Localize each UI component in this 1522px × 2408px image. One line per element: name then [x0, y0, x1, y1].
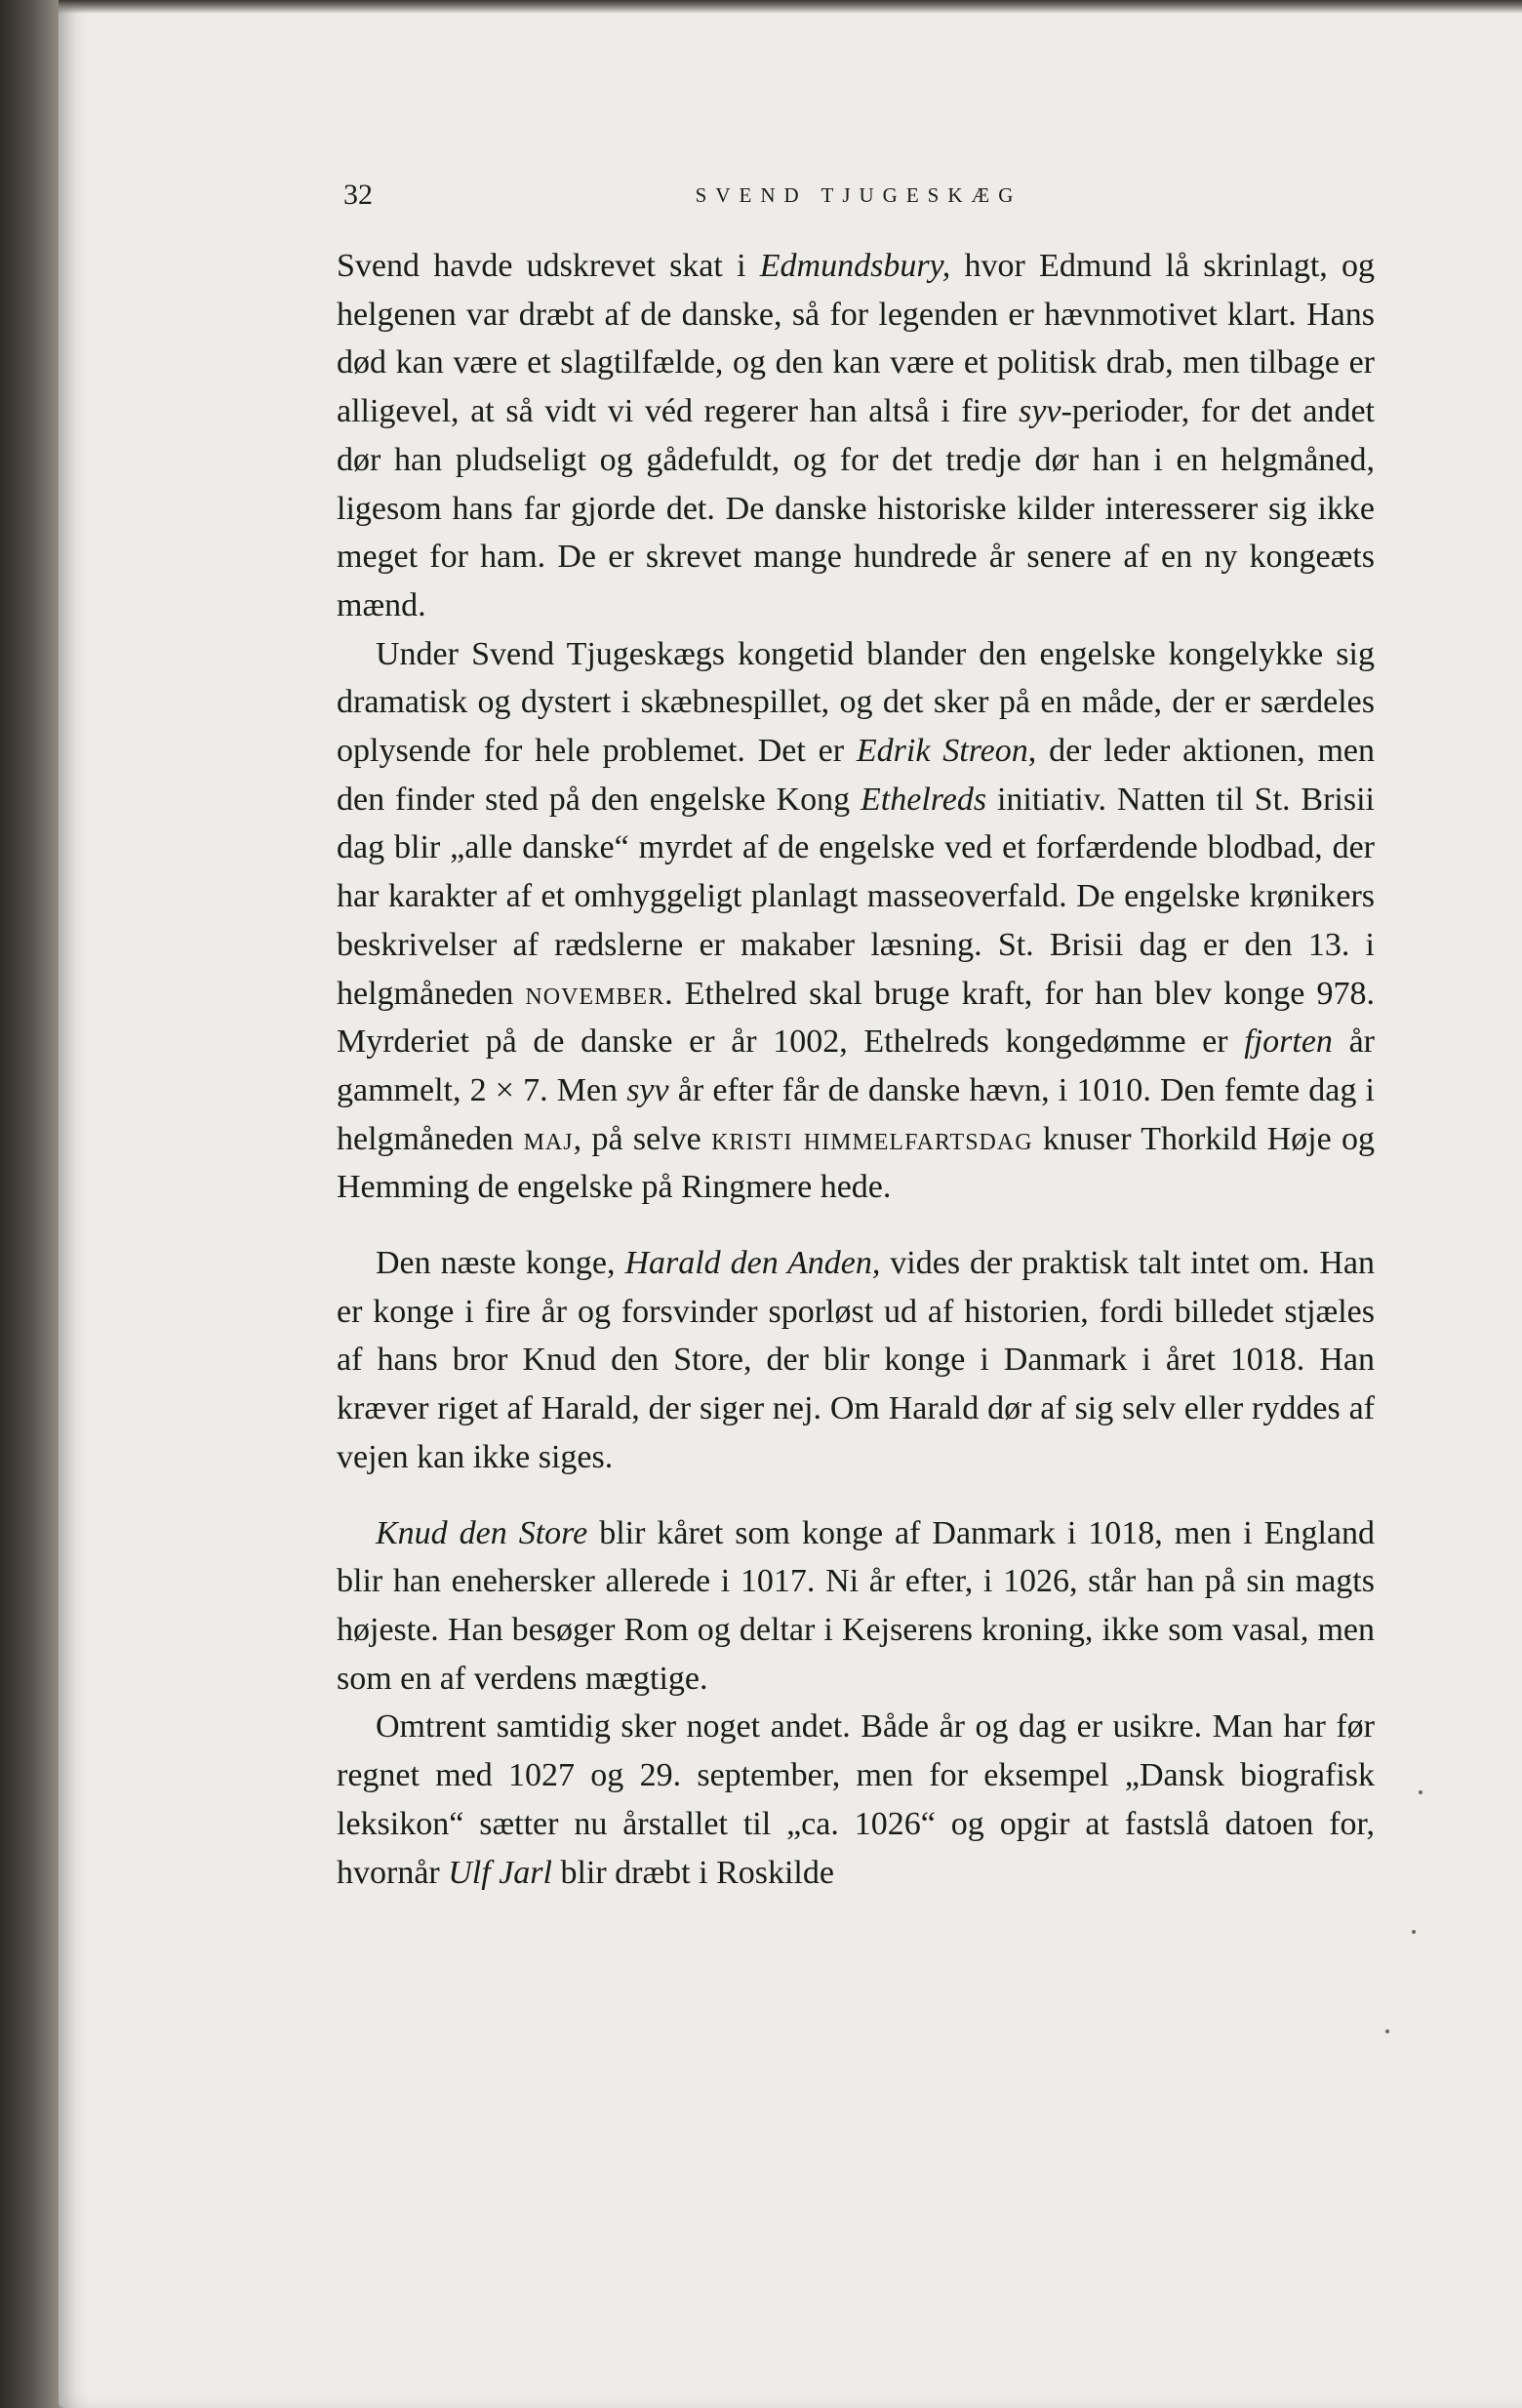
page-number: 32: [343, 179, 373, 211]
paragraph: [337, 242, 1375, 630]
paragraph: [337, 1703, 1375, 1897]
text-run: hvor Edmund lå skrinlagt, og helgenen var dræbt af de danske, så for legenden er hævnmotivet klart. Hans død kan være et slagtilfælde, og den kan være et politisk drab, men tilbage er alligevel, at så vidt vi véd regerer han altså i fire: [337, 248, 1376, 430]
paragraph: [337, 1509, 1375, 1704]
running-head: SVEND TJUGESKÆG: [695, 183, 1022, 207]
italic-text: fjorten: [1244, 1023, 1333, 1061]
text-run: der leder aktionen, men den finder sted på den engelske Kong: [337, 733, 1376, 818]
text-run: initiativ. Natten til St. Brisii dag blir „alle danske“ myrdet af de engelske ved et forfærdende blodbad, der har karakter af et omhyggeligt planlagt masseoverfald. De engelske krønikers beskrivelser af rædslerne er makaber læsning. St. Brisii dag er den 13. i helgmåneden: [337, 781, 1376, 1012]
small-caps-text: kristi himmelfartsdag: [711, 1120, 1033, 1157]
text-run: år gammelt, 2 × 7. Men: [337, 1023, 1375, 1108]
italic-text: Edrik Streon,: [856, 733, 1037, 770]
italic-text: Edmundsbury,: [759, 248, 951, 284]
italic-text: Knud den Store: [376, 1514, 588, 1551]
italic-text: syv: [1019, 393, 1061, 430]
text-run: Svend havde udskrevet skat i: [337, 248, 760, 284]
text-run: knuser Thorkild Høje og Hemming de engelske på Ringmere hede.: [337, 1120, 1375, 1206]
paper-speck: [1385, 2029, 1389, 2033]
page-top-shadow: [59, 0, 1522, 14]
italic-text: Harald den Anden,: [624, 1245, 881, 1282]
small-caps-text: november: [525, 975, 665, 1012]
italic-text: Ethelreds: [861, 781, 987, 818]
page-header: [343, 176, 1374, 215]
paragraph: [337, 630, 1375, 1212]
body-text: [337, 242, 1375, 1897]
text-run: år efter får de danske hævn, i 1010. Den femte dag i helgmåneden: [337, 1071, 1375, 1157]
paper-speck: [1412, 1930, 1416, 1934]
small-caps-text: maj: [523, 1120, 574, 1157]
paper-speck: [1419, 1790, 1422, 1794]
italic-text: syv: [626, 1071, 669, 1108]
text-run: , på selve: [573, 1120, 712, 1157]
text-run: blir dræbt i Roskilde: [551, 1854, 834, 1891]
text-run: . Ethelred skal bruge kraft, for han blev konge 978. Myrderiet på de danske er år 1002, Ethelreds kongedømme er: [337, 975, 1375, 1061]
text-run: blir kåret som konge af Danmark i 1018, men i England blir han enehersker allerede i 1017. Ni år efter, i 1026, står han på sin magts højeste. Han besøger Rom og deltar i Kejserens kroning, ikke som vasal, men som en af verdens mægtige.: [337, 1514, 1375, 1697]
paragraph: [337, 1239, 1375, 1482]
text-run: Den næste konge,: [376, 1245, 625, 1282]
text-run: Omtrent samtidig sker noget andet. Både år og dag er usikre. Man har før regnet med 1027 og 29. september, men for eksempel „Dansk biografisk leksikon“ sætter nu årstallet til „ca. 1026“ og opgir at fastslå datoen for, hvornår: [337, 1708, 1375, 1891]
text-run: -perioder, for det andet dør han pludseligt og gådefuldt, og for det tredje dør han i en helgmåned, ligesom hans far gjorde det. De danske historiske kilder interesserer sig ikke meget for ham. De er skrevet mange hundrede år senere af en ny kongeæts mænd.: [337, 393, 1375, 623]
text-run: Under Svend Tjugeskægs kongetid blander den engelske kongelykke sig dramatisk og dystert i skæbnespillet, og det sker på en måde, der er særdeles oplysende for hele problemet. Det er: [337, 635, 1375, 770]
text-run: vides der praktisk talt intet om. Han er konge i fire år og forsvinder sporløst ud af historien, fordi billedet stjæles af hans bror Knud den Store, der blir konge i Danmark i året 1018. Han kræver riget af Harald, der siger nej. Om Harald dør af sig selv eller ryddes af vejen kan ikke siges.: [337, 1245, 1375, 1475]
italic-text: Ulf Jarl: [448, 1854, 552, 1891]
